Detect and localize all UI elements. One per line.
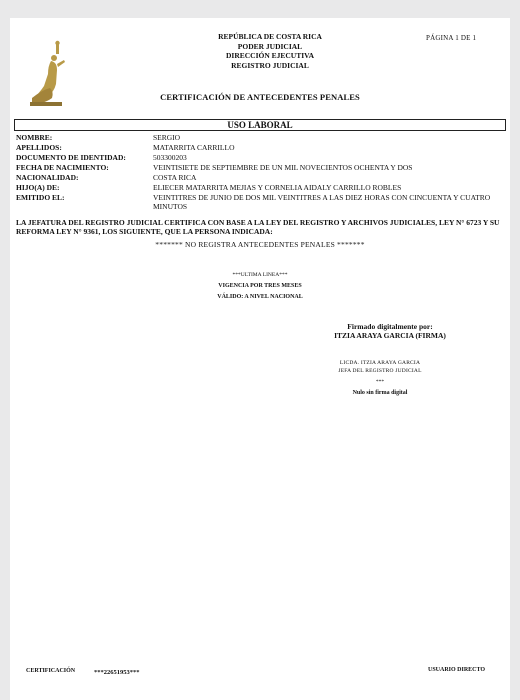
digital-signature-block <box>270 322 510 340</box>
void-notice: Nulo sin firma digital <box>352 390 408 396</box>
footer-certification-number: ***22651953*** <box>94 669 140 676</box>
certificate-title: CERTIFICACIÓN DE ANTECEDENTES PENALES <box>160 92 360 102</box>
field-label: DOCUMENTO DE IDENTIDAD: <box>16 153 126 162</box>
field-value: 503300203 <box>153 153 187 162</box>
signer-title-block <box>310 359 450 375</box>
signer-name: ITZIA ARAYA GARCIA (FIRMA) <box>334 331 446 340</box>
field-row-fecha-nacimiento <box>16 163 506 173</box>
field-label: NOMBRE: <box>16 133 53 142</box>
certificate-page <box>10 18 510 700</box>
field-label: FECHA DE NACIMIENTO: <box>16 163 109 172</box>
signature-separator: *** <box>375 379 385 385</box>
field-row-nombre <box>16 133 506 143</box>
footer-user-type: USUARIO DIRECTO <box>428 667 486 673</box>
header-line-direccion: DIRECCIÓN EJECUTIVA <box>225 51 314 60</box>
field-row-apellidos <box>16 143 506 153</box>
field-label: APELLIDOS: <box>16 143 62 152</box>
signed-by-label: Firmado digitalmente por: <box>347 322 433 331</box>
field-row-hijo-de <box>16 183 506 193</box>
header-block <box>160 32 380 70</box>
field-row-documento <box>16 153 506 163</box>
validity-scope: VÁLIDO: A NIVEL NACIONAL <box>217 294 303 300</box>
page-indicator: PÁGINA 1 DE 1 <box>426 34 477 42</box>
field-row-emitido <box>16 193 506 211</box>
signer-position: JEFA DEL REGISTRO JUDICIAL <box>338 368 422 374</box>
usage-box: USO LABORAL <box>14 119 506 131</box>
field-value: SERGIO <box>153 133 181 142</box>
field-value: COSTA RICA <box>153 173 197 182</box>
validity-period: VIGENCIA POR TRES MESES <box>218 283 302 289</box>
jefatura-statement: LA JEFATURA DEL REGISTRO JUDICIAL CERTIFICA CON BASE A LA LEY DEL REGISTRO Y ARCHIVOS JUDICIALES, LEY N° 6723 Y SU REFORMA LEY N° 9361, LOS SIGUIENTE, QUE LA PERSONA INDICADA: <box>16 218 500 236</box>
footer-certification-label: CERTIFICACIÓN <box>26 668 76 674</box>
field-value: ELIECER MATARRITA MEJIAS Y CORNELIA AIDALY CARRILLO ROBLES <box>153 183 402 192</box>
personal-fields <box>16 133 506 211</box>
field-row-nacionalidad <box>16 173 506 183</box>
header-line-poder: PODER JUDICIAL <box>237 41 303 51</box>
field-label: HIJO(A) DE: <box>16 183 60 192</box>
header-line-registro: REGISTRO JUDICIAL <box>231 60 309 70</box>
field-label: NACIONALIDAD: <box>16 173 79 182</box>
field-value: MATARRITA CARRILLO <box>153 143 235 152</box>
header-line-republica: REPÚBLICA DE COSTA RICA <box>218 32 322 41</box>
no-record-statement: ******* NO REGISTRA ANTECEDENTES PENALES ******* <box>155 240 365 249</box>
field-value: VEINTISIETE DE SEPTIEMBRE DE UN MIL NOVECIENTOS OCHENTA Y DOS <box>153 163 413 172</box>
last-line-marker: ***ULTIMA LINEA*** <box>232 272 288 278</box>
signer-licda: LICDA. ITZIA ARAYA GARCIA <box>339 360 421 366</box>
field-value: VEINTITRES DE JUNIO DE DOS MIL VEINTITRES A LAS DIEZ HORAS CON CINCUENTA Y CUATRO MINUTOS <box>153 193 491 211</box>
field-label: EMITIDO EL: <box>16 193 65 202</box>
